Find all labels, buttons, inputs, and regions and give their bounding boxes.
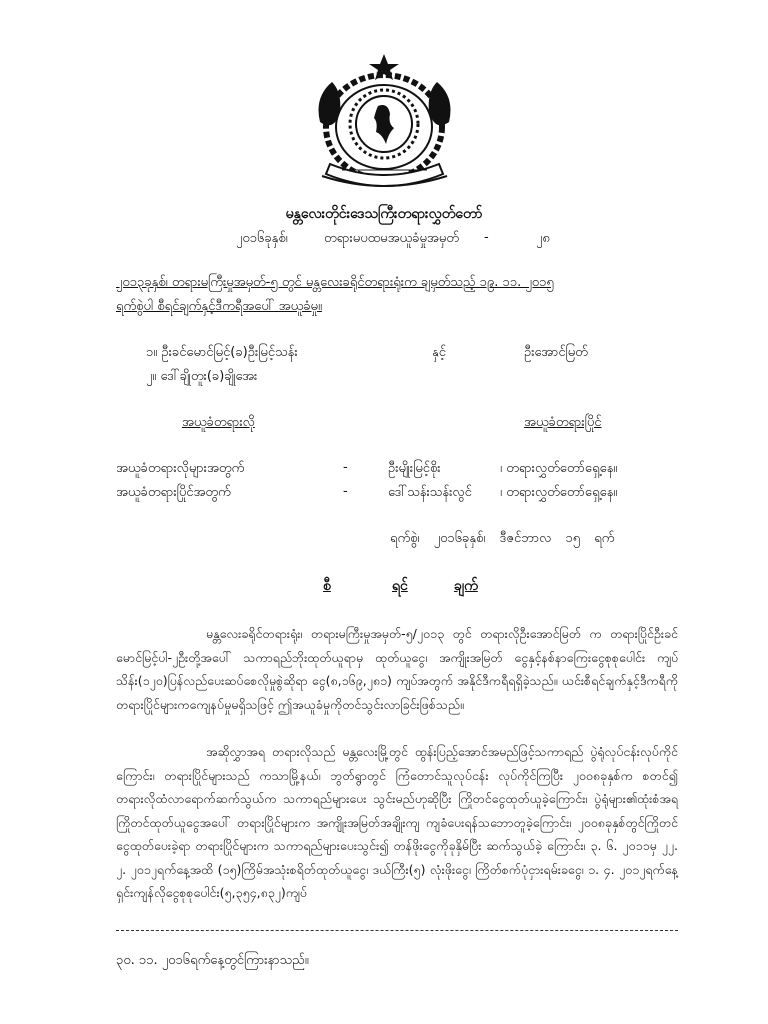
state-seal-icon xyxy=(312,52,457,192)
advocate-label-appellant: အယူခံတရားလိုများအတွက် xyxy=(116,461,245,476)
case-year: ၂၀၁၆ခုနှစ်၊ xyxy=(236,231,288,246)
advocate-separator: - xyxy=(343,460,348,475)
advocate-separator: - xyxy=(343,484,348,499)
hearing-date: ၃၀. ၁၁. ၂၀၁၆ရက်နေ့တွင်ကြားနာသည်။ xyxy=(116,953,309,968)
party-1: ၁။ ဦးခင်မောင်မြင့်(ခ)ဦးမြင့်သန်း xyxy=(146,345,298,360)
judgment-title-3: ချက် xyxy=(454,578,478,594)
footer-divider xyxy=(116,930,678,931)
advocate-court-respondent: ၊ တရားလွှတ်တော်ရှေ့နေ။ xyxy=(500,485,618,500)
role-appellant: အယူခံတရားလို xyxy=(182,415,255,430)
subject-line-1: ၂၀၁၃ခုနှစ်၊ တရားမကြီးမှုအမှတ်-၅ တွင် မန္တလေးခရိုင်တရားရုံးက ချမှတ်သည့် ၁၉. ၁၁. ၂၀၁၅ xyxy=(116,275,554,290)
party-2: ၂။ ဒေါ်ချိုတူး(ခ)ချိုအေး xyxy=(146,369,258,384)
judgment-title-2: ရင် xyxy=(392,578,408,594)
paragraph-1: မန္တလေးခရိုင်တရားရုံး၊ တရားမကြီးမှုအမှတ်-၅/၂၀၁၃ တွင် တရားလိုဦးအောင်မြတ် က တရားပြိုင်ဦးခင်မောင်မြင့်ပါ-၂ဦးတို့အပေါ် သကာရည်ဘိုးထုတ်ယူရာမှ ထုတ်ယူငွေ၊ အကျိုးအမြတ် ငွေနှင့်နစ်နာကြေးငွေစုစုပေါင်း ကျပ်သိန်း(၁၂၀)ပြန်လည်ပေးဆပ်စေလိုမှုစွဲဆိုရာ ငွေ(၈,၁၆၉,၂၈၁) ကျပ်အတွက် အနိုင်ဒီကရီရရှိခဲ့သည်။ ယင်းစီရင်ချက်နှင့်ဒီကရီကို တရားပြိုင်များကကျေနပ်မှုမရှိသဖြင့် ဤအယူခံမှုကိုတင်သွင်းလာခြင်းဖြစ်သည်။ xyxy=(116,626,678,712)
party-conjunction: နှင့် xyxy=(432,345,446,360)
case-type: တရားမပထမအယူခံမှုအမှတ် xyxy=(324,231,459,246)
paragraph-2: အဆိုလွှာအရ တရားလိုသည် မန္တလေးမြို့တွင် ထွန်းပြည့်အောင်အမည်ဖြင့်သကာရည် ပွဲရုံလုပ်ငန်းလုပ်ကိုင်ကြောင်း၊ တရားပြိုင်များသည် ကသာမြို့နယ်၊ ဘွတ်ရွာတွင် ကြံတောင်သူလုပ်ငန်း လုပ်ကိုင်ကြပြီး ၂၀၀၈ခုနှစ်က စတင်၍ တရားလိုထံလာရောက်ဆက်သွယ်က သကာရည်များပေး သွင်းမည်ဟုဆိုပြီး ကြိုတင်ငွေထုတ်ယူခဲ့ကြောင်း၊ ပွဲရုံများ၏ထုံးစံအရ ကြိုတင်ထုတ်ယူငွေအပေါ် တရားပြိုင်များက အကျိုးအမြတ်အချိုးကျ ကျခံပေးရန်သဘောတူခဲ့ကြောင်း၊ ၂၀၀၈ခုနှစ်တွင်ကြိုတင် ငွေထုတ်ပေးခဲ့ရာ တရားပြိုင်များက သကာရည်များပေးသွင်း၍ တန်ဖိုးငွေကိုခုနှိမ်ပြီး ဆက်သွယ်ခဲ့ ကြောင်း၊ ၃. ၆. ၂၀၁၁မှ ၂၂. ၂. ၂၀၁၂ရက်နေ့အထိ (၁၅)ကြိမ်အသုံးစရိတ်ထုတ်ယူငွေ၊ ဒယ်ကြီး(၅) လုံးဖိုးငွေ၊ ကြိတ်စက်ပုံငှားရမ်းခငွေ၊ ၁. ၄. ၂၀၁၂ရက်နေ့ ရှင်းကျန်လိုငွေစုစုပေါင်း(၅,၃၅၄,၈၃၂)ကျပ် xyxy=(116,744,678,900)
case-separator: - xyxy=(484,230,489,245)
role-respondent: အယူခံတရားပြိုင် xyxy=(524,415,602,430)
case-number: ၂၈ xyxy=(536,231,550,246)
advocate-label-respondent: အယူခံတရားပြိုင်အတွက် xyxy=(116,485,231,500)
judgment-title-1: စီ xyxy=(323,578,331,594)
subject-line-2: ရက်စွဲပါ စီရင်ချက်နှင့်ဒီကရီအပေါ် အယူခံမှု။ xyxy=(116,299,322,314)
party-respondent: ဦးအောင်မြတ် xyxy=(524,345,588,360)
state-seal xyxy=(312,52,457,192)
advocate-name-appellant: ဦးမျိုးမြင့်စိုး xyxy=(388,461,441,476)
court-title: မန္တလေးတိုင်းဒေသကြီးတရားလွှတ်တော် xyxy=(285,206,483,222)
advocate-court-appellant: ၊ တရားလွှတ်တော်ရှေ့နေ။ xyxy=(500,461,618,476)
advocate-name-respondent: ဒေါ်သန်းသန်းလွင် xyxy=(388,485,472,500)
judgment-date: ရက်စွဲ၊ ၂၀၁၆ခုနှစ်၊ ဒီဇင်ဘာလ ၁၅ ရက် xyxy=(390,531,615,546)
